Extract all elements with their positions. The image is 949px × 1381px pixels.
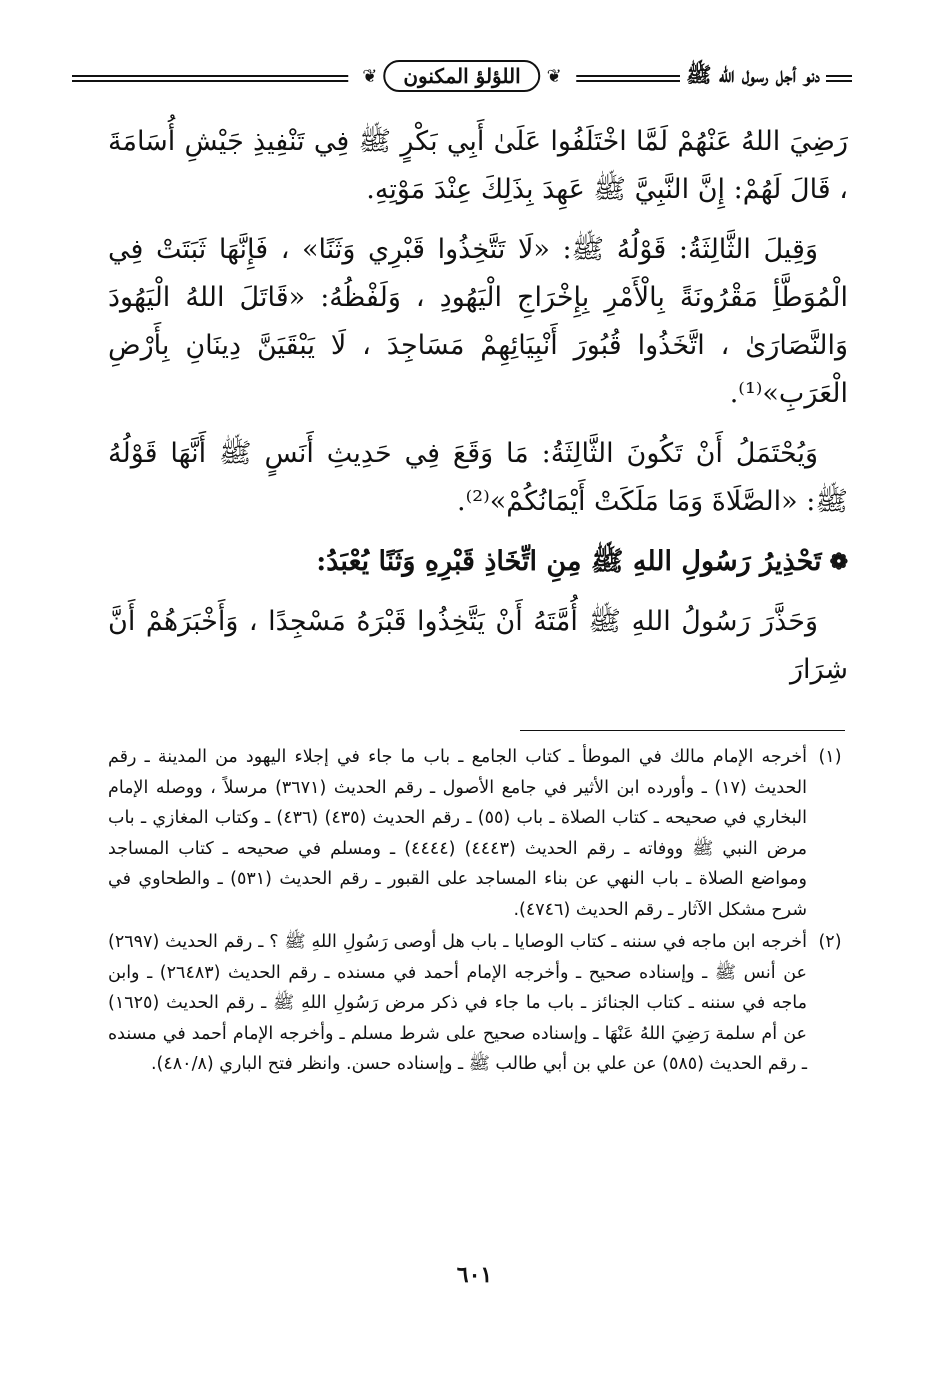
footnote-separator xyxy=(520,730,845,731)
chapter-title: دنو أجل رسول الله ﷺ xyxy=(680,62,826,93)
book-title-badge xyxy=(348,58,576,94)
flower-bullet-icon: ❁ xyxy=(829,549,848,575)
main-text xyxy=(108,118,848,706)
paragraph: وَيُحْتَمَلُ أَنْ تَكُونَ الثَّالِثَةُ: مَا وَقَعَ فِي حَدِيثِ أَنَسٍ ﷺ أَنَّهَا قَوْلُهُ ﷺ: «الصَّلَاةَ وَمَا مَلَكَتْ أَيْمَانُكُمْ»⁽²⁾. xyxy=(108,438,848,517)
footnotes xyxy=(108,742,853,1082)
ornament-icon: ❦ xyxy=(546,65,562,87)
book-title: اللؤلؤ المكنون xyxy=(383,60,540,92)
page-number: ٦٠١ xyxy=(456,1262,493,1288)
paragraph: وَقِيلَ الثَّالِثَةُ: قَوْلُهُ ﷺ: «لَا تَتَّخِذُوا قَبْرِي وَثَنًا» ، فَإِنَّهَا ثَبَتَتْ فِي الْمُوَطَّأِ مَقْرُونَةً بِالْأَمْرِ بِإِخْرَاجِ الْيَهُودِ ، وَلَفْظُهُ: «قَاتَلَ اللهُ الْيَهُودَ وَالنَّصَارَىٰ ، اتَّخَذُوا قُبُورَ أَنْبِيَائِهِمْ مَسَاجِدَ ، لَا يَبْقَيَنَّ دِينَانِ بِأَرْضِ الْعَرَبِ»⁽¹⁾. xyxy=(108,234,849,409)
paragraph: وَحَذَّرَ رَسُولُ اللهِ ﷺ أُمَّتَهُ أَنْ يَتَّخِذُوا قَبْرَهُ مَسْجِدًا ، وَأَخْبَرَهُمْ أَنَّ شِرَارَ xyxy=(108,606,848,685)
running-header xyxy=(72,58,852,98)
section-heading-text: تَحْذِيرُ رَسُولِ اللهِ ﷺ مِنِ اتِّخَاذِ قَبْرِهِ وَثَنًا يُعْبَدُ: xyxy=(316,546,822,577)
footnote-number: (٢) xyxy=(818,932,842,952)
footnote-text: أخرجه ابن ماجه في سننه ـ كتاب الوصايا ـ باب هل أوصى رَسُولِ اللهِ ﷺ ؟ ـ رقم الحديث (٢٦٩٧) عن أنس ﷺ ـ وإسناده صحيح ـ وأخرجه الإمام أحمد في مسنده ـ رقم الحديث (٢٦٤٨٣) ـ وابن ماجه في سننه ـ كتاب الجنائز ـ باب ما جاء في ذكر مرض رَسُولِ اللهِ ﷺ ـ رقم الحديث (١٦٢٥) عن أم سلمة رَضِيَ اللهُ عَنْهَا ـ وإسناده صحيح على شرط مسلم ـ وأخرجه الإمام أحمد في مسنده ـ رقم الحديث (٥٨٥) عن علي بن أبي طالب ﷺ ـ وإسناده حسن. وانظر فتح الباري (٤٨٠/٨). xyxy=(108,932,807,1074)
paragraph: رَضِيَ اللهُ عَنْهُمْ لَمَّا اخْتَلَفُوا عَلَىٰ أَبِي بَكْرٍ ﷺ فِي تَنْفِيذِ جَيْشِ أُسَامَةَ ، قَالَ لَهُمْ: إِنَّ النَّبِيَّ ﷺ عَهِدَ بِذَلِكَ عِنْدَ مَوْتِهِ. xyxy=(108,126,848,205)
footnote-number: (١) xyxy=(818,747,842,767)
footnote-text: أخرجه الإمام مالك في الموطأ ـ كتاب الجامع ـ باب ما جاء في إجلاء اليهود من المدينة ـ رقم الحديث (١٧) ـ وأورده ابن الأثير في جامع الأصول ـ رقم الحديث (٣٦٧١) مرسلاً ، ووصله الإمام البخاري في صحيحه ـ كتاب الصلاة ـ باب (٥٥) ـ رقم الحديث (٤٣٥) (٤٣٦) ـ وكتاب المغازي ـ باب مرض النبي ﷺ ووفاته ـ رقم الحديث (٤٤٤٣) (٤٤٤٤) ـ ومسلم في صحيحه ـ كتاب المساجد ومواضع الصلاة ـ باب النهي عن بناء المساجد على القبور ـ رقم الحديث (٥٣١) ـ والطحاوي في شرح مشكل الآثار ـ رقم الحديث (٤٧٤٦). xyxy=(108,747,808,920)
footnote xyxy=(108,927,853,1080)
footnote xyxy=(108,742,853,925)
ornament-icon: ❦ xyxy=(362,65,378,87)
section-heading xyxy=(108,538,848,586)
